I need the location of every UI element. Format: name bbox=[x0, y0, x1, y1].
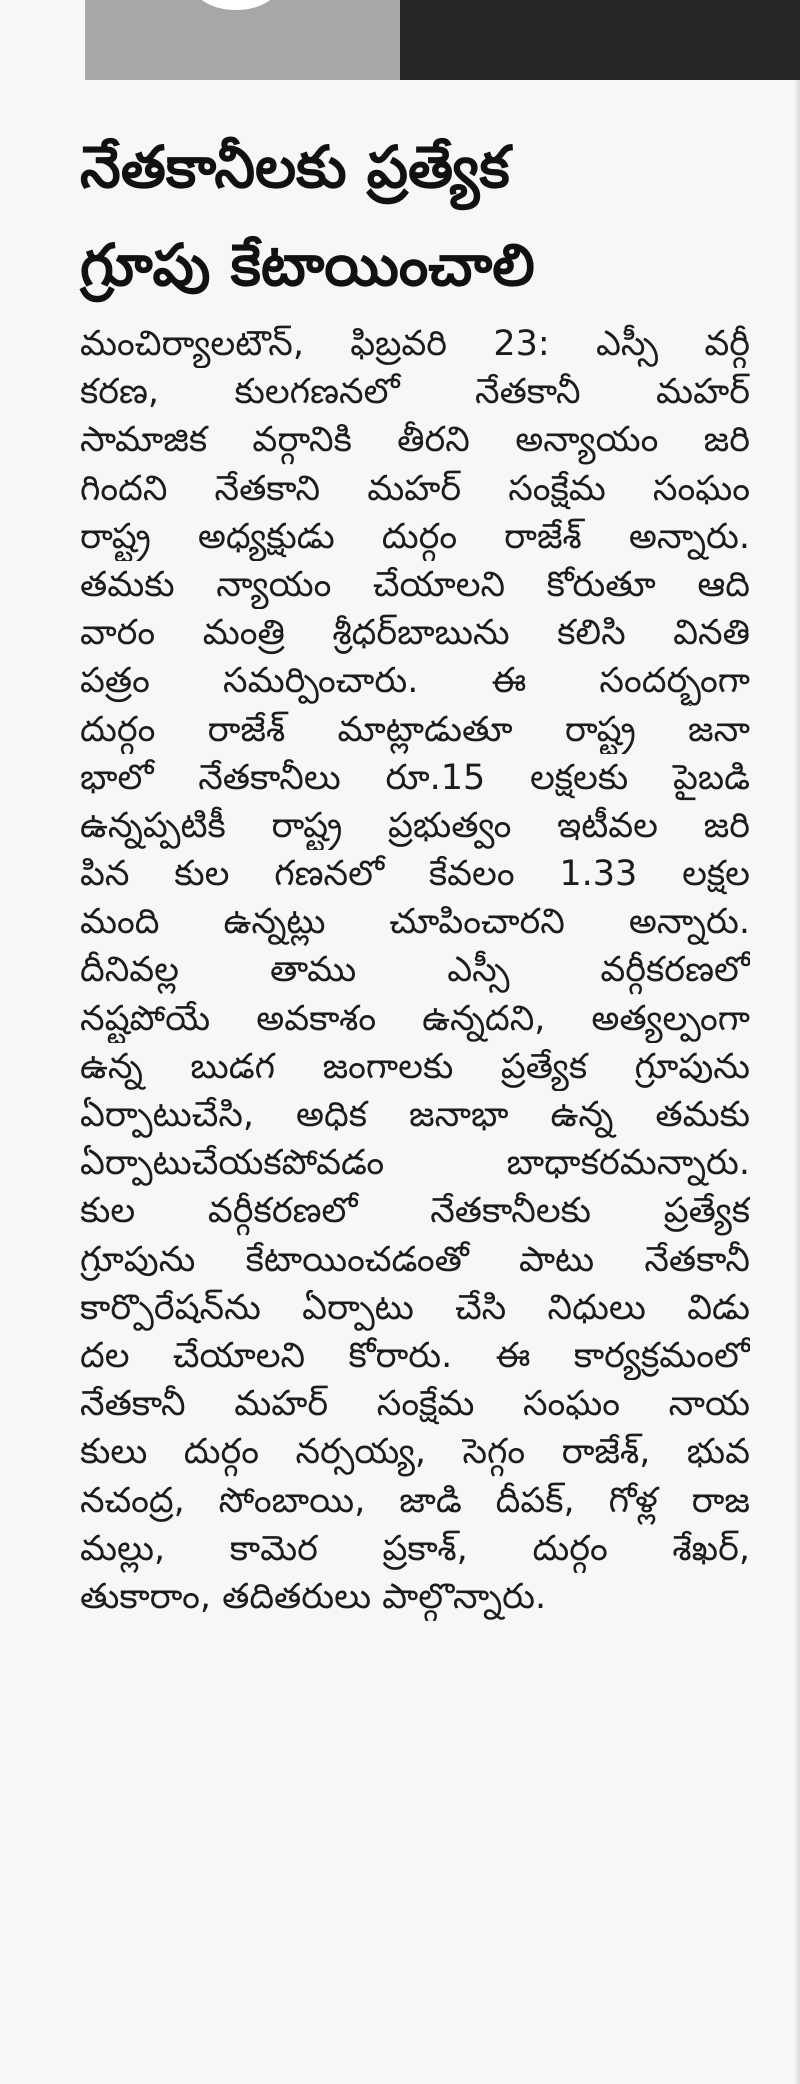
body-line: మల్లు, కామెర ప్రకాశ్, దుర్గం శేఖర్, bbox=[80, 1528, 750, 1569]
body-line: నష్టపోయే అవకాశం ఉన్నదని, అత్యల్పంగా bbox=[80, 998, 750, 1039]
body-line: వారం మంత్రి శ్రీధర్‌బాబును కలిసి వినతి bbox=[80, 613, 750, 654]
body-line: ఉన్న బుడగ జంగాలకు ప్రత్యేక గ్రూపును bbox=[80, 1046, 750, 1087]
body-line: కులు దుర్గం నర్సయ్య, సెగ్గం రాజేశ్, భువ bbox=[80, 1432, 750, 1473]
body-line: పత్రం సమర్పించారు. ఈ సందర్భంగా bbox=[80, 661, 750, 702]
body-line: గ్రూపును కేటాయించడంతో పాటు నేతకానీ bbox=[80, 1239, 750, 1280]
body-line: మంది ఉన్నట్లు చూపించారని అన్నారు. bbox=[80, 902, 750, 943]
photo-edge-dark bbox=[400, 0, 800, 80]
body-line: ఏర్పాటుచేసి, అధిక జనాభా ఉన్న తమకు bbox=[80, 1095, 750, 1135]
headline-line: గ్రూపు కేటాయించాలి bbox=[80, 231, 535, 299]
body-line: తమకు న్యాయం చేయాలని కోరుతూ ఆది bbox=[80, 564, 750, 605]
body-line: ఉన్నప్పటికీ రాష్ట్ర ప్రభుత్వం ఇటీవల జరి bbox=[80, 805, 750, 846]
body-line: కార్పొరేషన్‌ను ఏర్పాటు చేసి నిధులు విడు bbox=[80, 1287, 750, 1328]
body-line: కరణ, కులగణనలో నేతకానీ మహర్ bbox=[80, 372, 750, 413]
body-line: నేతకానీ మహర్ సంక్షేమ సంఘం నాయ bbox=[80, 1384, 750, 1425]
body-line: దీనివల్ల తాము ఎస్సీ వర్గీకరణలో bbox=[80, 950, 750, 991]
body-line: నచంద్ర, సోంబాయి, జాడి దీపక్, గోళ్ల రాజ bbox=[80, 1480, 750, 1521]
body-line: పిన కుల గణనలో కేవలం 1.33 లక్షల bbox=[80, 854, 750, 895]
body-line: మంచిర్యాలటౌన్, ఫిబ్రవరి 23: ఎస్సీ వర్గీ bbox=[80, 324, 750, 364]
body-line: దల చేయాలని కోరారు. ఈ కార్యక్రమంలో bbox=[80, 1335, 750, 1376]
body-line: దుర్గం రాజేశ్ మాట్లాడుతూ రాష్ట్ర జనా bbox=[80, 709, 750, 750]
photo-edge-gray bbox=[85, 0, 400, 80]
body-line: సామాజిక వర్గానికి తీరని అన్యాయం జరి bbox=[80, 420, 750, 461]
page-edge-shadow bbox=[794, 80, 800, 2084]
body-line: రాష్ట్ర అధ్యక్షుడు దుర్గం రాజేశ్ అన్నారు. bbox=[80, 516, 750, 557]
article-headline bbox=[80, 118, 760, 314]
top-image-strip bbox=[0, 0, 800, 80]
body-line: కుల వర్గీకరణలో నేతకానీలకు ప్రత్యేక bbox=[80, 1191, 750, 1232]
body-line: గిందని నేతకాని మహర్ సంక్షేమ సంఘం bbox=[80, 468, 750, 509]
article-body bbox=[80, 320, 750, 1621]
headline-line: నేతకానీలకు ప్రత్యేక bbox=[80, 133, 510, 201]
body-line: భాలో నేతకానీలు రూ.15 లక్షలకు పైబడి bbox=[80, 757, 750, 798]
body-line: తుకారాం, తదితరులు పాల్గొన్నారు. bbox=[80, 1576, 547, 1617]
body-line: ఏర్పాటుచేయకపోవడం బాధాకరమన్నారు. bbox=[80, 1143, 750, 1184]
